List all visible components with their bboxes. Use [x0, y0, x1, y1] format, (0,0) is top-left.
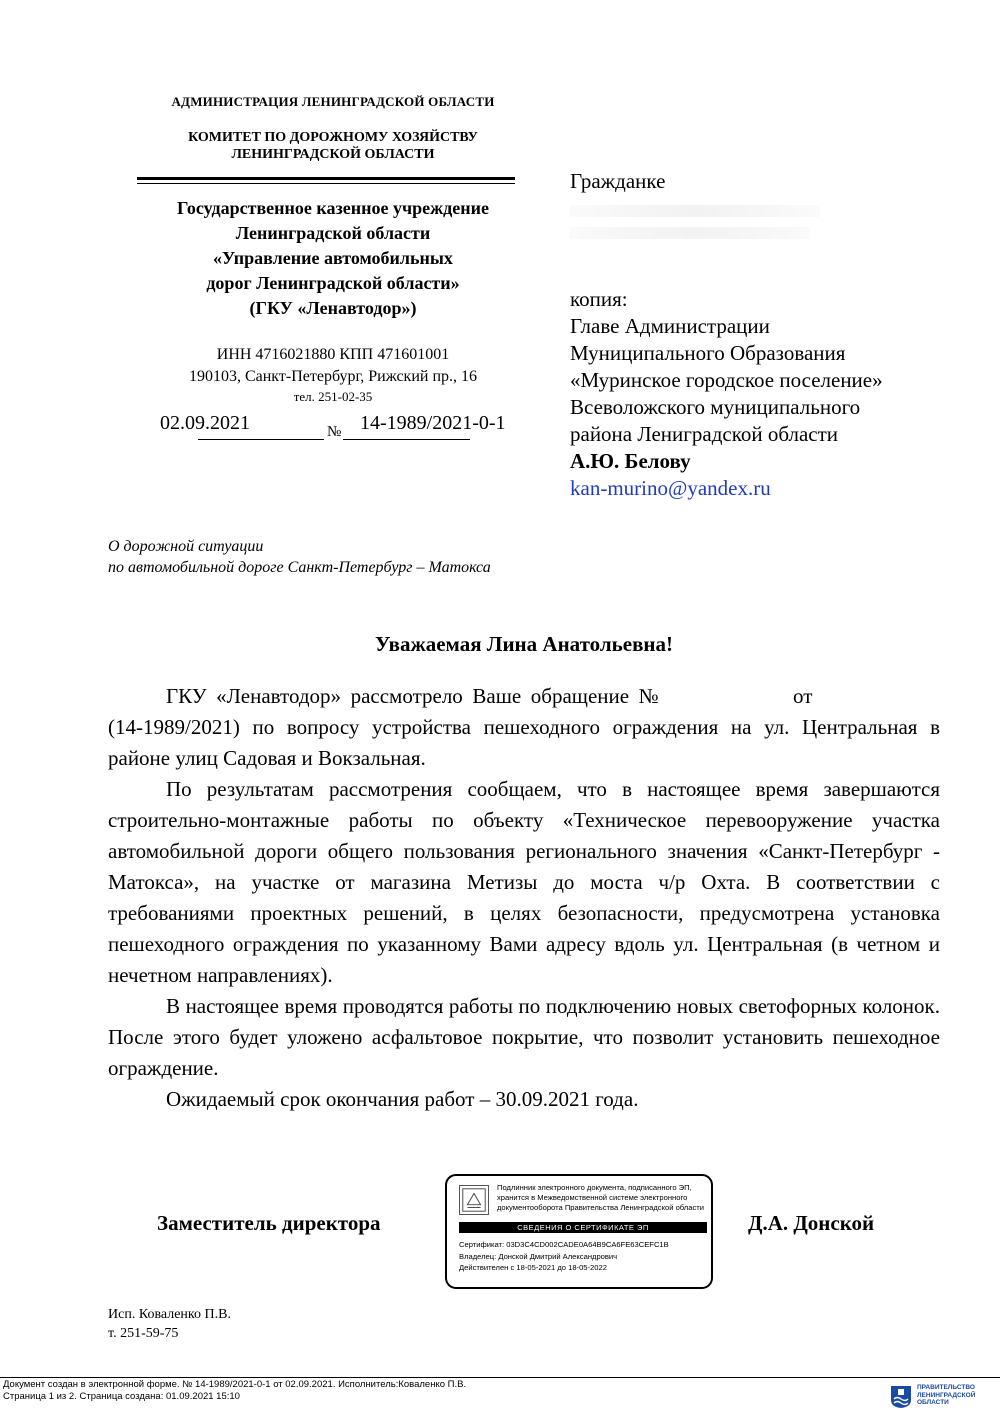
org-line: дорог Ленинградской области»	[206, 273, 460, 293]
executor-info	[108, 1305, 231, 1343]
redacted-recipient	[570, 205, 990, 286]
redacted-line	[570, 205, 820, 217]
certificate-owner: Владелец: Донской Дмитрий Александрович	[459, 1251, 618, 1261]
header-organization	[108, 196, 558, 321]
subject-line2: по автомобильной дороге Санкт-Петербург – Матокса	[108, 559, 491, 576]
executor-phone: т. 251-59-75	[108, 1326, 179, 1341]
copy-line: Муниципального Образования	[570, 341, 846, 365]
header-divider-thick	[137, 177, 515, 180]
electronic-signature-stamp	[445, 1174, 713, 1289]
p1-rest: (14-1989/2021) по вопросу устройства пешеходного ограждения на ул. Центральная в районе улиц Садовая и Вокзальная.	[108, 715, 940, 770]
subject-line1: О дорожной ситуации	[108, 538, 264, 555]
logo-line1: ПРАВИТЕЛЬСТВО	[917, 1384, 975, 1391]
org-line: (ГКУ «Ленавтодор»)	[249, 298, 417, 318]
org-address: 190103, Санкт-Петербург, Рижский пр., 16	[188, 368, 478, 385]
registration-date: 02.09.2021	[160, 412, 250, 434]
copy-label: копия:	[570, 287, 628, 311]
footer-text	[3, 1379, 466, 1403]
copy-line: района Лениградской области	[570, 422, 839, 446]
copy-line: Всеволожского муниципального	[570, 395, 861, 419]
body-paragraph-1	[108, 681, 940, 774]
registration-number: 14-1989/2021-0-1	[360, 412, 506, 434]
coat-of-arms-icon	[459, 1185, 489, 1215]
org-line: «Управление автомобильных	[213, 248, 453, 268]
number-sign: №	[327, 424, 342, 440]
stamp-certificate-header: СВЕДЕНИЯ О СЕРТИФИКАТЕ ЭП	[459, 1222, 707, 1233]
salutation: Уважаемая Лина Анатольевна!	[374, 632, 674, 656]
copy-recipient-name: А.Ю. Белову	[570, 449, 691, 473]
executor-name: Исп. Коваленко П.В.	[108, 1307, 231, 1322]
footer-line1: Документ создан в электронной форме. № 14-1989/2021-0-1 от 02.09.2021. Исполнитель:Коваленко П.В.	[3, 1379, 467, 1390]
body-paragraph-2: По результатам рассмотрения сообщаем, что в настоящее время завершаются строительно-монтажные работы по объекту «Техническое перевооружение участка автомобильной дороги общего пользования регионального значения «Санкт-Петербург - Матокса», на участке от магазина Метизы до моста ч/р Охта. В соответствии с требованиями проектных решений, в целях безопасности, предусмотрена установка пешеходного ограждения по указанному Вами адресу вдоль ул. Центральная (в четном и нечетном направлениях).	[108, 777, 940, 987]
copy-line: «Муринское городское поселение»	[570, 368, 883, 392]
government-logo-text	[917, 1384, 975, 1407]
org-phone: тел. 251-02-35	[293, 389, 373, 404]
letter-subject	[108, 536, 491, 578]
header-committee	[108, 129, 558, 163]
header-committee-line2: ЛЕНИНГРАДСКОЙ ОБЛАСТИ	[231, 147, 435, 162]
header-requisites	[108, 344, 558, 388]
government-emblem-icon	[890, 1385, 912, 1409]
stamp-certificate-info	[459, 1239, 709, 1274]
body-paragraph-4: Ожидаемый срок окончания работ – 30.09.2021 года.	[166, 1087, 639, 1111]
header-administration: АДМИНИСТРАЦИЯ ЛЕНИНГРАДСКОЙ ОБЛАСТИ	[171, 94, 495, 109]
addressee-to: Гражданке	[570, 169, 666, 193]
p1-start: ГКУ «Ленавтодор» рассмотрело Ваше обращение №	[166, 684, 664, 708]
logo-line3: ОБЛАСТИ	[917, 1399, 949, 1406]
signatory-name: Д.А. Донской	[748, 1211, 875, 1235]
body-paragraph-3: В настоящее время проводятся работы по подключению новых светофорных колонок. После этого будет уложено асфальтовое покрытие, что позволит установить пешеходное ограждение.	[108, 994, 940, 1080]
addressee-block	[570, 168, 990, 502]
p1-from: от	[793, 684, 813, 708]
org-line: Государственное казенное учреждение	[177, 198, 489, 218]
email-link[interactable]: kan-murino@yandex.ru	[570, 476, 771, 500]
org-line: Ленинградской области	[235, 223, 431, 243]
letter-body	[108, 681, 940, 1115]
header-committee-line1: КОМИТЕТ ПО ДОРОЖНОМУ ХОЗЯЙСТВУ	[188, 130, 478, 145]
stamp-note: Подлинник электронного документа, подписанного ЭП, хранится в Межведомственной системе электронного документооборота Правительства Ленинградской области	[497, 1183, 704, 1212]
number-underline	[343, 439, 470, 440]
redacted-line	[570, 227, 810, 239]
inn-kpp: ИНН 4716021880 КПП 471601001	[216, 346, 450, 363]
signatory-title: Заместитель директора	[157, 1211, 381, 1235]
footer-divider	[0, 1377, 1000, 1378]
date-underline	[198, 439, 324, 440]
certificate-validity: Действителен с 18-05-2021 до 18-05-2022	[459, 1263, 607, 1272]
copy-line: Главе Администрации	[570, 314, 770, 338]
header-divider-thin	[137, 183, 515, 184]
logo-line2: ЛЕНИНГРАДСКОЙ	[917, 1391, 976, 1399]
certificate-id: Сертификат: 03D3C4CD002CADE0A64B9CA6FE63CEFC1B	[459, 1240, 669, 1249]
footer-line2: Страница 1 из 2. Страница создана: 01.09.2021 15:10	[3, 1391, 240, 1402]
